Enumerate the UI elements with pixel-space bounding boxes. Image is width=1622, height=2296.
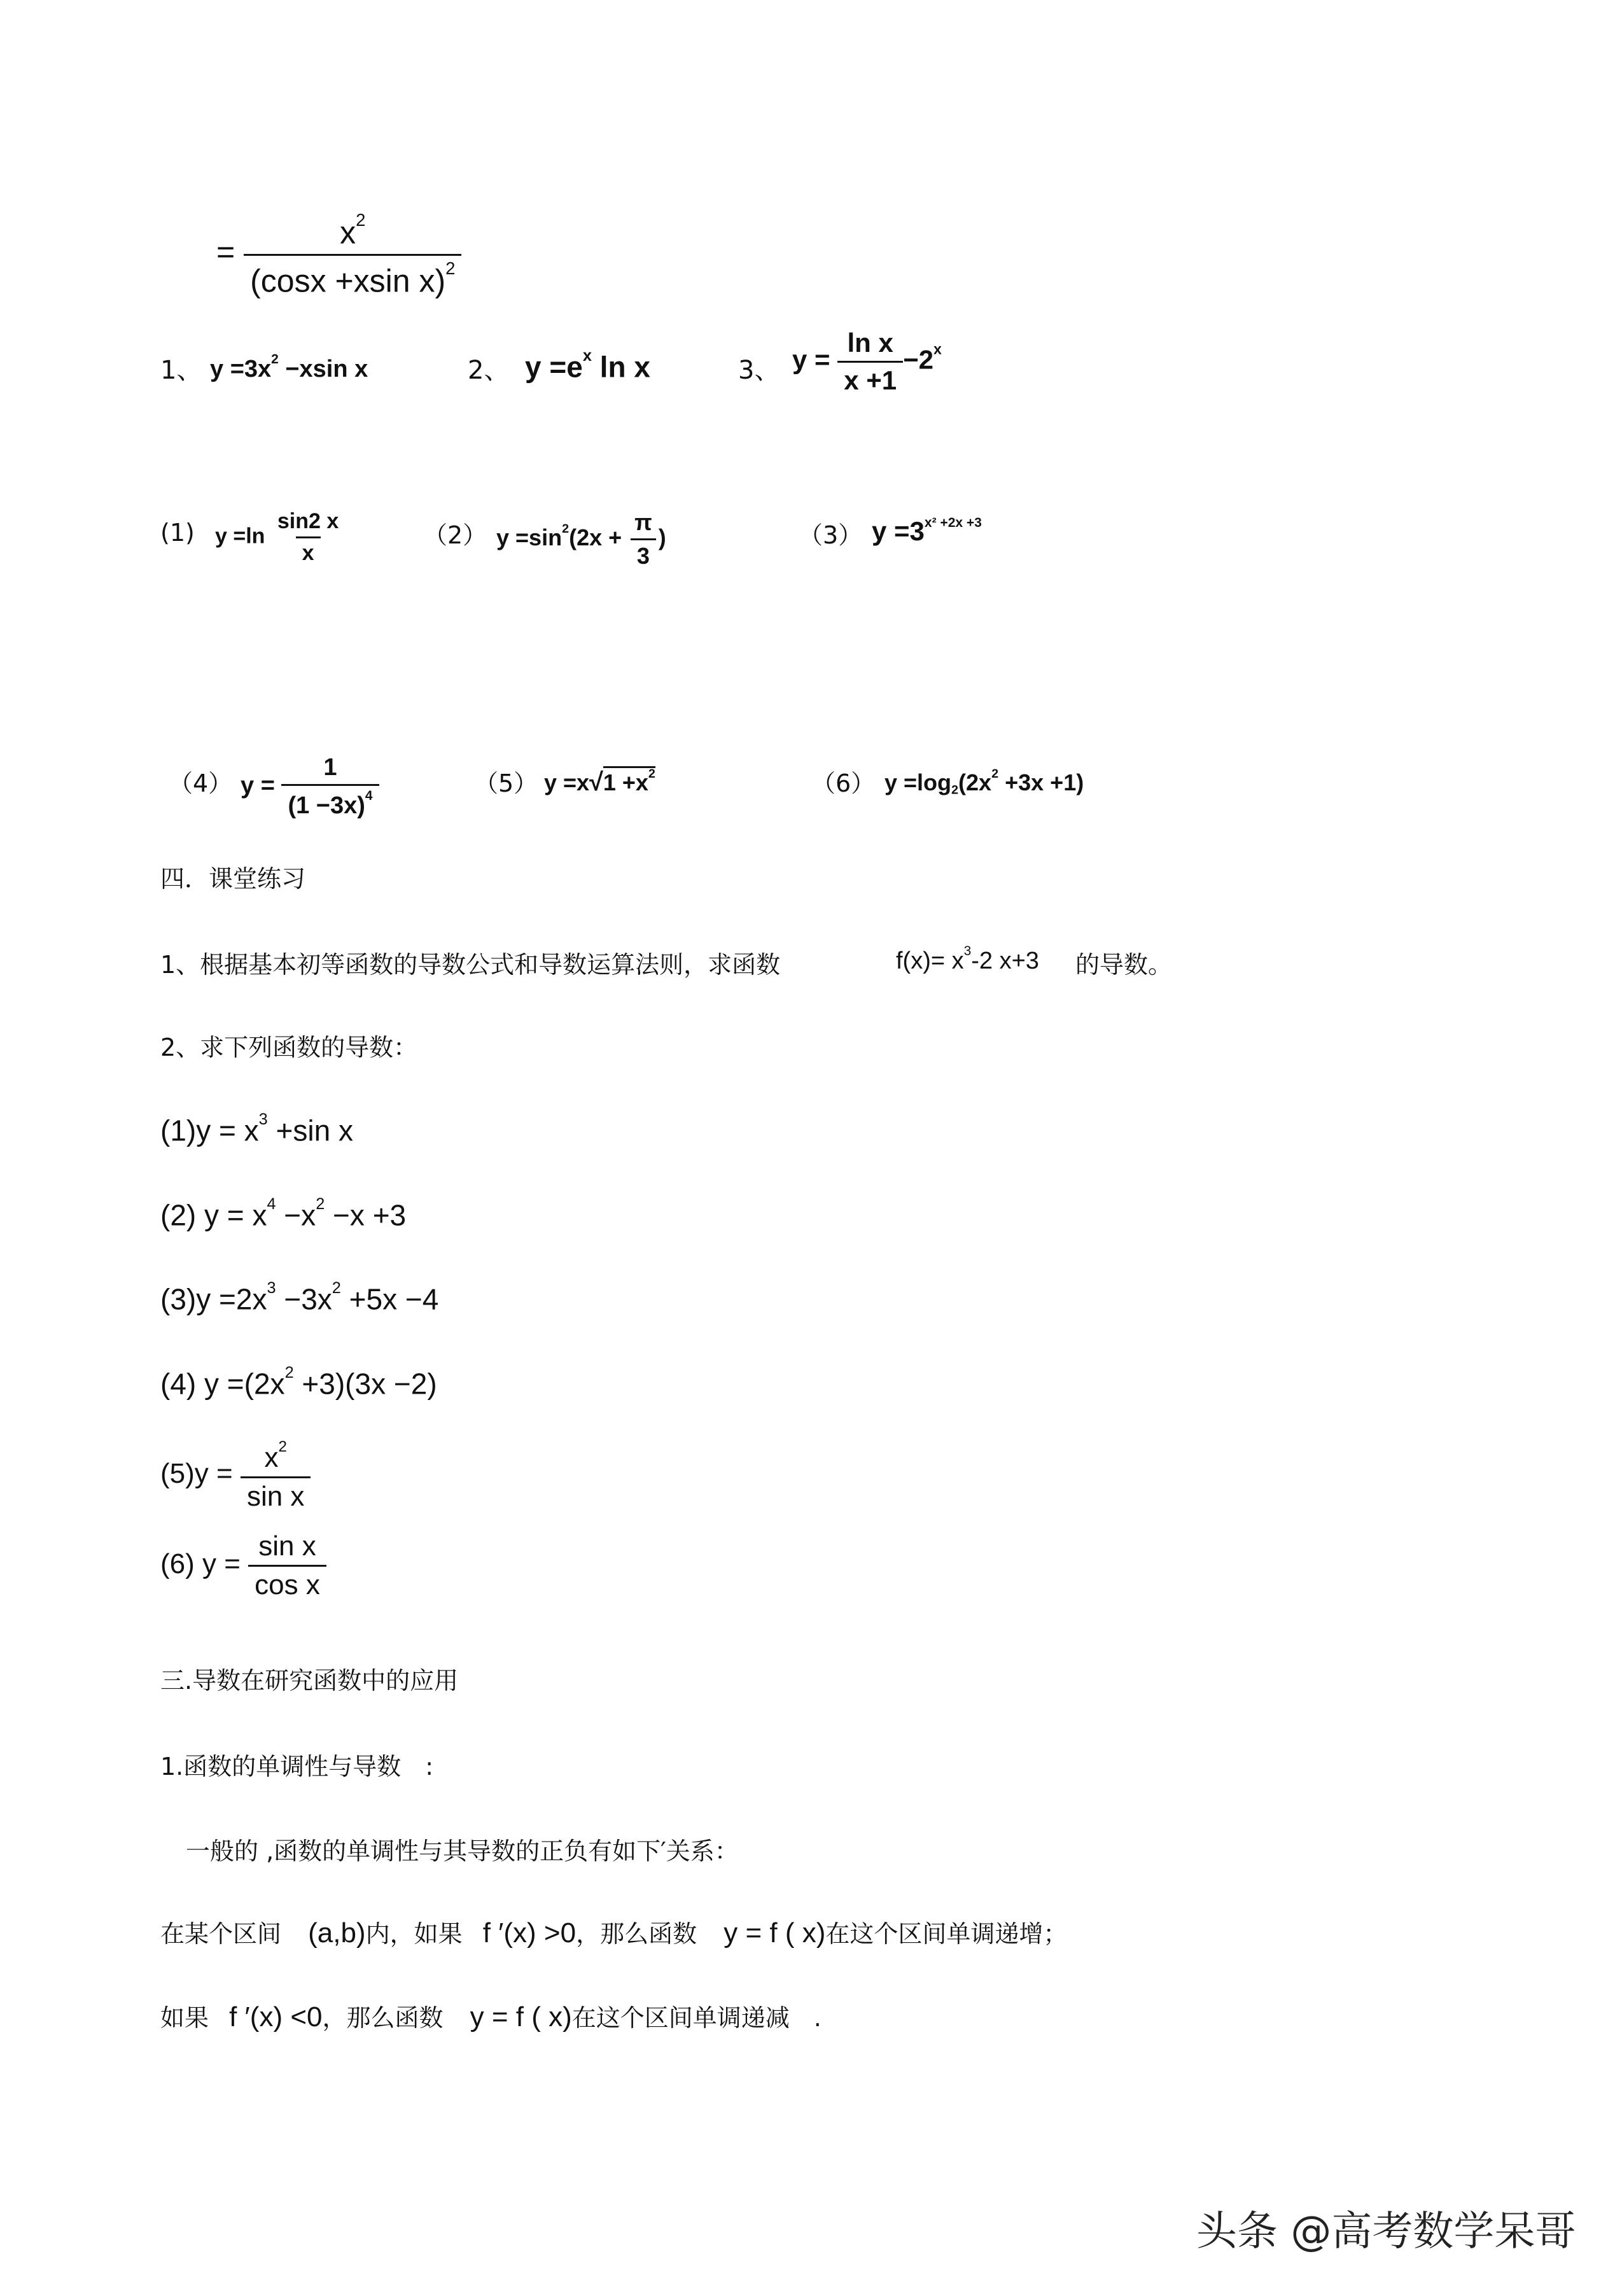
top-formula bbox=[216, 210, 461, 299]
row1-label-1: 1、 bbox=[160, 356, 202, 385]
exercise-6: (6) y = $\frac{\text{sin x}}{\text{cos x}}$ bbox=[160, 1530, 326, 1601]
row2-formula-1: y =ln $\frac{\sin 2 x}{x}$ bbox=[215, 509, 345, 566]
section3-heading: 三.导数在研究函数中的应用 bbox=[160, 1667, 459, 1695]
row1-label-2: 2、 bbox=[468, 356, 510, 385]
row2-label-2: （2） bbox=[423, 521, 487, 549]
watermark: 头条 @高考数学呆哥 bbox=[1196, 2208, 1576, 2255]
sqrt-radicand: $1 +x^2$ bbox=[603, 767, 655, 795]
row2-formula-3: $y =3^{x^2 +2x +3}$ bbox=[872, 515, 982, 546]
row3-formula-2: $y =x√1 +x^2$ bbox=[544, 767, 655, 796]
row1-label-3: 3、 bbox=[738, 356, 780, 385]
exercise-4: (4) $y =(2x^2 +3)(3x -2)$ bbox=[160, 1364, 437, 1401]
row3-label-1: （4） bbox=[169, 769, 233, 797]
exercise-1: $(1)y = x^3 +\sin$ x bbox=[160, 1110, 353, 1147]
row3-label-3: （6） bbox=[811, 769, 876, 797]
section3-line1: 在某个区间 (a,b)内，如果 f ′(x) >0，那么函数 y = f ( x)在这个区间单调递增； bbox=[160, 1917, 1068, 1949]
section3-intro: 一般的 ,函数的单调性与其导数的正负有如下′关系： bbox=[186, 1837, 739, 1865]
row2-label-1: (1) bbox=[160, 519, 195, 547]
row3-fraction-1: $\frac{1}{(1 -3x)^4}$ bbox=[281, 754, 379, 820]
exercise-6-fraction: $\frac{\text{sin x}}{\text{cos x}}$ bbox=[248, 1530, 326, 1601]
top-fraction bbox=[244, 210, 461, 299]
row1-formula-3: y = $\frac{\text{ln x}}{x +1}$ $-2^x$ bbox=[792, 328, 942, 395]
section4-q1-tail: 的导数。 bbox=[1075, 951, 1173, 979]
exercise-2: (2) $y = x^4 -x^2 -x +3$ bbox=[160, 1195, 407, 1232]
row3-formula-3: $y =\log_2(2x^2 +3x +1)$ bbox=[884, 767, 1084, 797]
top-numerator: $x^2$ bbox=[340, 210, 366, 251]
exercise-5-fraction: $\frac{x^2}{\text{sin x}}$ bbox=[241, 1438, 311, 1513]
section3-line2: 如果 f ′(x) <0，那么函数 y = f ( x)在这个区间单调递减 . bbox=[160, 2001, 821, 2033]
top-denominator: (cosx +xsin x)$^2$ bbox=[244, 254, 461, 300]
section4-q2: 2、求下列函数的导数： bbox=[160, 1033, 418, 1061]
section4-q1-formula: $f(x)= x^3-2$ x+3 bbox=[896, 944, 1039, 974]
row1-formula-2: $y =e^x$ ln x bbox=[525, 347, 650, 384]
exercise-3: $(3)y =2x^3 -3x^2 +5x -4$ bbox=[160, 1279, 439, 1316]
row1-fraction-3: $\frac{\text{ln x}}{x +1}$ bbox=[837, 328, 903, 396]
exercise-5: (5)y = $\frac{x^2}{\text{sin x}}$ bbox=[160, 1438, 311, 1513]
section4-heading: 四．课堂练习 bbox=[160, 865, 306, 893]
row3-label-2: （5） bbox=[474, 769, 538, 797]
row2-formula-2: $y =\sin^2(2x$ + $\frac{\pi}{3}$ ) bbox=[496, 509, 666, 569]
row1-formula-1: $y =3x^2 -xsin$ x bbox=[210, 352, 368, 382]
row3-formula-1: y = $\frac{1}{(1 -3x)^4}$ bbox=[241, 754, 379, 820]
section3-sub1: 1.函数的单调性与导数 : bbox=[160, 1753, 434, 1781]
row2-fraction-2: $\frac{\pi}{3}$ bbox=[628, 509, 659, 570]
row2-label-3: （3） bbox=[799, 521, 863, 549]
row2-fraction-1: $\frac{\sin 2 x}{x}$ bbox=[277, 509, 339, 565]
equals-sign: = bbox=[216, 234, 235, 270]
section4-q1: 1、根据基本初等函数的导数公式和导数运算法则，求函数 bbox=[160, 951, 781, 979]
